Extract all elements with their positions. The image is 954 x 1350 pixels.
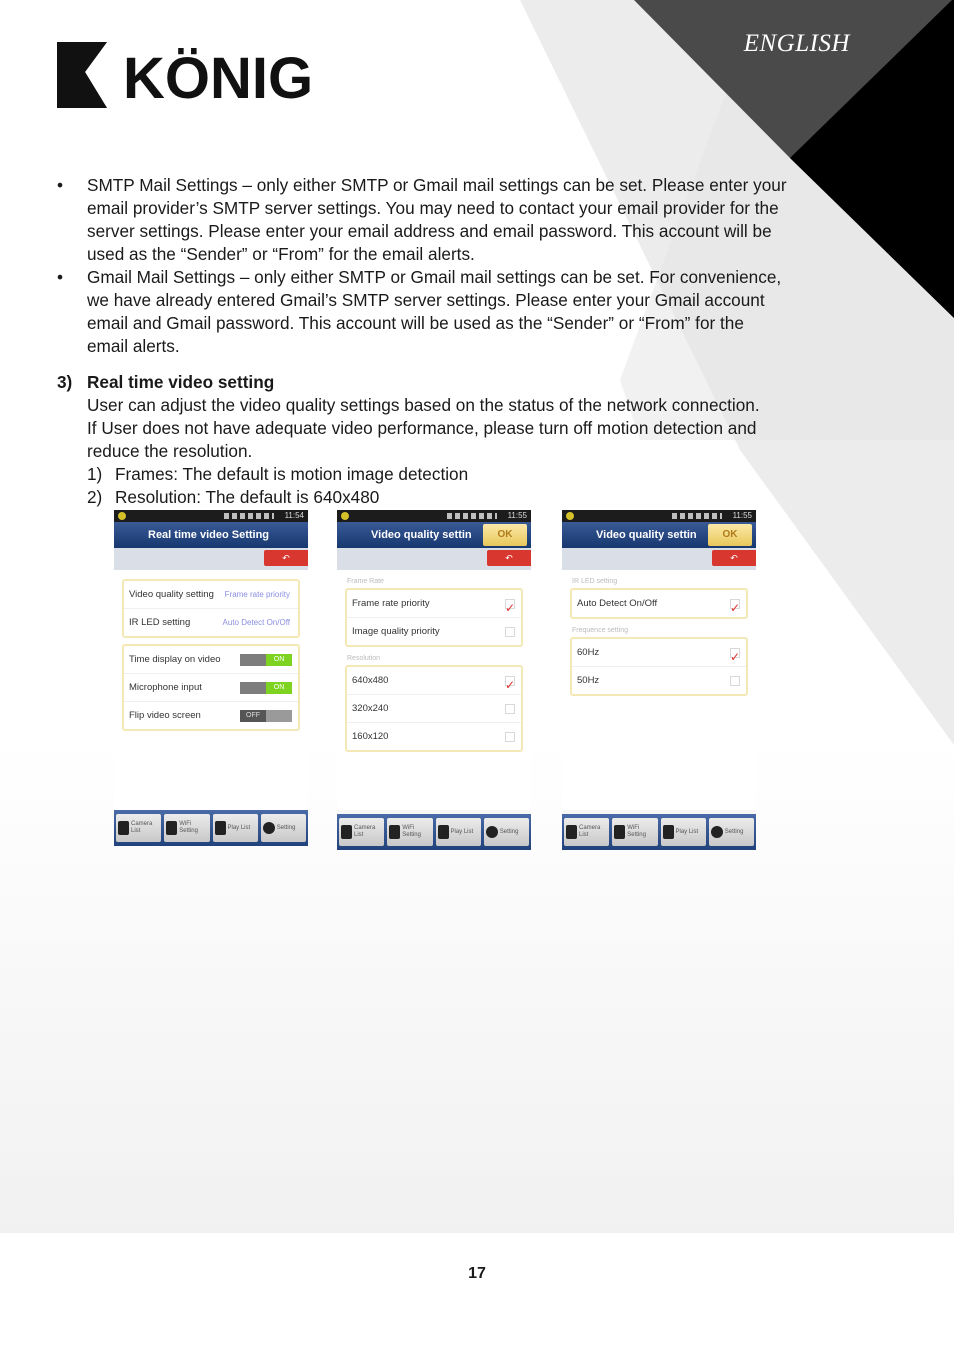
settings-list [337,570,531,810]
tab-camera-list[interactable] [564,818,609,846]
setting-row-time-display [124,646,298,673]
toggle-switch[interactable] [240,710,292,722]
language-label: ENGLISH [743,30,850,57]
section-number: 3) [57,372,73,392]
settings-group [122,644,300,731]
tab-label: Camera List [579,825,601,838]
checkbox[interactable] [505,627,515,637]
group-label: Resolution [347,655,381,662]
tab-label: WiFi Setting [179,821,198,834]
toggle-state: ON [266,654,292,666]
tab-label: WiFi Setting [402,825,421,838]
ok-button[interactable]: OK [483,524,527,546]
sub-item [57,486,817,509]
checkbox[interactable] [505,704,515,714]
option-label: Frame rate priority [352,598,430,609]
option-label: Auto Detect On/Off [577,598,658,609]
page-number: 17 [468,1265,486,1282]
group-label: Frame Rate [347,578,384,585]
body-text [57,174,817,509]
gear-icon [263,822,275,834]
setting-row-microphone [124,673,298,701]
checkbox[interactable] [505,676,515,686]
checkbox[interactable] [505,599,515,609]
camera-icon [118,821,129,835]
text-line: Gmail Mail Settings – only either SMTP or Gmail mail settings can be set. For convenience, [87,267,782,287]
bullet-smtp [57,174,817,266]
checkbox[interactable] [730,648,740,658]
file-icon [438,825,449,839]
screenshot-video-quality-ir [562,510,756,850]
screenshot-video-quality-frames [337,510,531,850]
option-frame-rate-priority[interactable] [347,590,521,617]
bullet-marker: • [57,267,64,287]
section-heading [57,371,817,394]
camera-icon [341,825,352,839]
frame-rate-group [345,588,523,647]
screen-title-text: Video quality settin [596,529,697,541]
status-bar [337,510,531,522]
sub-item-text: Frames: The default is motion image detection [115,464,469,484]
tab-wifi-setting[interactable] [164,814,209,842]
text-line: we have already entered Gmail’s SMTP server settings. Please enter your Gmail account [87,290,765,310]
wifi-icon [614,825,625,839]
setting-row-video-quality[interactable] [124,581,298,608]
group-label: IR LED setting [572,578,618,585]
status-bar [562,510,756,522]
status-bar [114,510,308,522]
tab-label: Setting [276,824,296,831]
option-label: 160x120 [352,731,389,742]
option-auto-detect[interactable] [572,590,746,617]
setting-value: Frame rate priority [224,590,290,599]
settings-list [114,570,308,810]
sub-item [57,463,817,486]
text-line: email alerts. [87,336,180,356]
checkbox[interactable] [730,599,740,609]
section-paragraph [57,394,817,463]
option-160x120[interactable] [347,722,521,750]
screen-title [337,522,531,548]
sub-item-text: Resolution: The default is 640x480 [115,487,380,507]
tab-setting[interactable] [261,814,306,842]
setting-label: Time display on video [129,654,221,665]
konig-logo [57,40,322,110]
gear-icon [486,826,498,838]
bullet-marker: • [57,175,64,195]
option-image-quality-priority[interactable] [347,617,521,645]
setting-label: Flip video screen [129,710,201,721]
notification-icon [341,512,349,520]
sub-item-number: 2) [87,487,103,507]
wifi-icon [166,821,177,835]
sub-item-number: 1) [87,464,103,484]
tab-label: Camera List [354,825,376,838]
group-label: Frequence setting [572,627,629,634]
screen-title: Real time video Setting [114,522,308,548]
settings-list [562,570,756,810]
tab-camera-list[interactable] [116,814,161,842]
option-label: 50Hz [577,675,600,686]
settings-group [122,579,300,638]
setting-value: Auto Detect On/Off [222,618,290,627]
toggle-state: ON [266,682,292,694]
checkbox[interactable] [505,732,515,742]
screen-title [562,522,756,548]
tab-label: Camera List [131,821,153,834]
bottom-nav [337,814,531,850]
bottom-nav [562,814,756,850]
ir-led-group [570,588,748,619]
option-320x240[interactable] [347,694,521,722]
file-icon [215,821,226,835]
back-button[interactable]: ↶ [264,550,308,566]
tab-wifi-setting[interactable] [612,818,657,846]
screenshot-real-time-video-setting [114,510,308,846]
tab-label: WiFi Setting [627,825,646,838]
tab-label: Setting [499,828,519,835]
tab-play-list[interactable] [436,818,481,846]
frequency-group [570,637,748,696]
text-line: email and Gmail password. This account will be used as the “Sender” or “From” for the [87,313,744,333]
bottom-nav [114,810,308,846]
action-bar [337,548,531,570]
text-line: If User does not have adequate video performance, please turn off motion detection and [87,418,757,438]
setting-label: Microphone input [129,682,202,693]
tab-label: Play List [675,828,699,835]
text-line: server settings. Please enter your email address and email password. This account will be [87,221,772,241]
setting-row-flip-video [124,701,298,729]
option-50hz[interactable] [572,666,746,694]
text-line: SMTP Mail Settings – only either SMTP or Gmail mail settings can be set. Please enter your [87,175,787,195]
signal-icons [447,513,497,519]
resolution-group [345,665,523,752]
screen-title-text: Video quality settin [371,529,472,541]
toggle-switch[interactable] [240,682,292,694]
option-640x480[interactable] [347,667,521,694]
notification-icon [566,512,574,520]
text-line: reduce the resolution. [87,441,253,461]
tab-wifi-setting[interactable] [387,818,432,846]
option-label: Image quality priority [352,626,440,637]
option-60hz[interactable] [572,639,746,666]
svg-text:KÖNIG: KÖNIG [123,46,314,110]
ok-button[interactable]: OK [708,524,752,546]
toggle-switch[interactable] [240,654,292,666]
bullet-gmail [57,266,817,358]
toggle-knob [266,710,292,722]
action-bar [562,548,756,570]
option-label: 640x480 [352,675,389,686]
file-icon [663,825,674,839]
tab-camera-list[interactable] [339,818,384,846]
option-label: 320x240 [352,703,389,714]
tab-setting[interactable] [484,818,529,846]
setting-label: IR LED setting [129,617,191,628]
setting-label: Video quality setting [129,589,214,600]
tab-label: Play List [227,824,251,831]
toggle-state: OFF [246,712,260,719]
status-time: 11:54 [284,511,304,520]
tab-play-list[interactable] [661,818,706,846]
notification-icon [118,512,126,520]
tab-label: Setting [724,828,744,835]
signal-icons [672,513,722,519]
gear-icon [711,826,723,838]
back-button[interactable]: ↶ [487,550,531,566]
text-line: User can adjust the video quality settings based on the status of the network connection. [87,395,760,415]
status-time: 11:55 [507,511,527,520]
action-bar [114,548,308,570]
camera-icon [566,825,577,839]
back-button[interactable]: ↶ [712,550,756,566]
checkbox[interactable] [730,676,740,686]
text-line: email provider’s SMTP server settings. You may need to contact your email provider for the [87,198,779,218]
signal-icons [224,513,274,519]
setting-row-ir-led[interactable] [124,608,298,636]
section-title: Real time video setting [87,372,275,392]
tab-setting[interactable] [709,818,754,846]
option-label: 60Hz [577,647,600,658]
status-time: 11:55 [732,511,752,520]
tab-label: Play List [450,828,474,835]
tab-play-list[interactable] [213,814,258,842]
text-line: used as the “Sender” or “From” for the email alerts. [87,244,475,264]
wifi-icon [389,825,400,839]
